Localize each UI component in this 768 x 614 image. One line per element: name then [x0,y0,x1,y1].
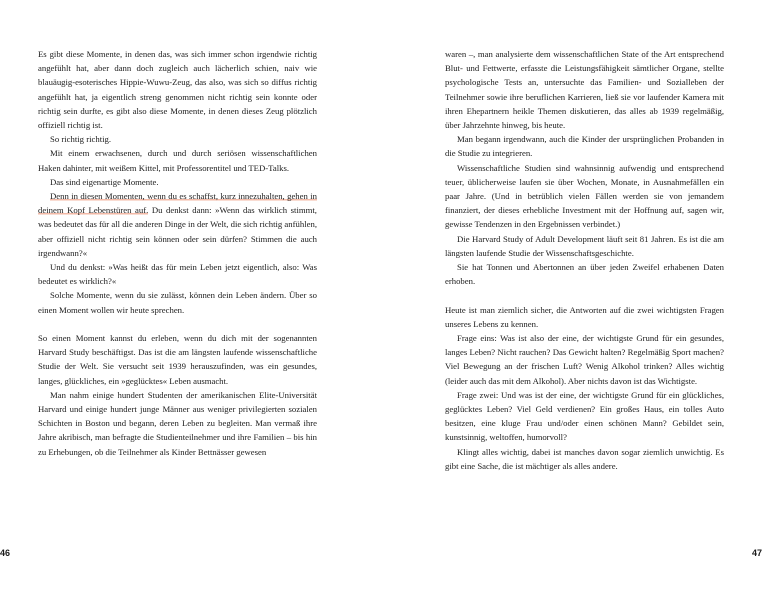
paragraph: Die Harvard Study of Adult Development läuft seit 81 Jahren. Es ist die am längsten laufende Studie der Wissenschaftsgeschichte. [445,233,724,258]
paragraph: Wissenschaftliche Studien sind wahnsinnig aufwendig und entsprechend teuer, üblicherweise laufen sie über Wochen, Monate, in Ausnahmefällen ein paar Jahre. (Und in betrüblich vielen Fällen werden sie von jemandem finanziert, der dieses erhebliche Investment mit der Hoffnung auf, sagen wir, gewisse Tendenzen in den Ergebnissen verbindet.) [445,162,724,230]
paragraph: Man nahm einige hundert Studenten der amerikanischen Elite-Universität Harvard und einige hundert junge Männer aus weniger privilegierten sozialen Schichten in Boston und begann, deren Leben zu begleiten. Man vermaß ihre Jahre akribisch, man befragte die Studienteilnehmer und ihre Familien – bis hin zu Erhebungen, ob die Teilnehmer als Kinder Bettnässer gewesen [38,389,317,457]
paragraph-continuation: Du denkst dann: »Wenn das wirklich stimmt, was bedeutet das für all die anderen Dinge in der Welt, die sich richtig anfühlen, aber offiziell nicht richtig sein können oder sein dürfen? Stimmen die auch irgendwann?« [38,205,317,258]
page-number-right: 47 [752,548,763,558]
paragraph: Solche Momente, wenn du sie zulässt, können dein Leben ändern. Über so einen Moment wollen wir heute sprechen. [38,290,317,315]
paragraph: Es gibt diese Momente, in denen das, was sich immer schon irgendwie richtig angefühlt hat, aber dann doch zugleich auch lächerlich schien, naiv wie blauäugig-esoterisches Hippie-Wuwu-Zeug, das also, was sich so diffus richtig angefühlt hat, ja eigentlich streng genommen nicht richtig sein konnte oder richtig sein durfte, es gibt also diese Momente, in denen dieses Zeug plötzlich offiziell richtig ist. [38,49,317,131]
highlighted-passage[interactable]: Denn in diesen Momenten, wenn du es schaffst, kurz innezuhalten, gehen in deinem Kopf Lebenstüren auf. [38,191,317,216]
page-number-left: 46 [0,548,11,558]
paragraph: Frage zwei: Und was ist der eine, der wichtigste Grund für ein glückliches, geglücktes Leben? Viel Geld verdienen? Ein großes Haus, ein tolles Auto besitzen, eine kluge Frau und/oder einen schönen Mann? Gebildet sein, kunstsinnig, weltoffen, humorvoll? [445,389,724,443]
paragraph-with-highlight [38,189,317,260]
paragraph: So einen Moment kannst du erleben, wenn du dich mit der sogenannten Harvard Study beschäftigst. Das ist die am längsten laufende wissenschaftliche Studie der Welt. Sie versucht seit 1939 herauszufinden, was ein gesundes, langes, glückliches, ein »geglücktes« Leben ausmacht. [38,333,317,386]
paragraph: So richtig richtig. [50,134,112,145]
paragraph: Frage eins: Was ist also der eine, der wichtigste Grund für ein gesundes, langes Leben? Nicht rauchen? Das Gewicht halten? Regelmäßig Sport machen? Viel Bewegung an der frischen Luft? Wenig Alkohol trinken? Alles wichtig (leider auch das mit dem Alkohol). Aber nichts davon ist das Wichtigste. [445,333,724,386]
paragraph: waren –, man analysierte dem wissenschaftlichen State of the Art entsprechend Blut- und Fettwerte, erfasste die Leistungsfähigkeit sämtlicher Organe, stellte psychologische Tests an, untersuchte das Familien- und Sozialleben der Teilnehmer sowie ihre beruflichen Karrieren, ließ sie vor laufender Kamera mit ihren Ehepartnern heikle Themen diskutieren, das alles ab 1939 regelmäßig, über Jahrzehnte hinweg, bis heute. [445,49,724,131]
paragraph: Mit einem erwachsenen, durch und durch seriösen wissenschaftlichen Haken dahinter, mit weißem Kittel, mit Professorentitel und TED-Talks. [38,148,317,173]
paragraph: Man begann irgendwann, auch die Kinder der ursprünglichen Probanden in die Studie zu integrieren. [445,134,724,159]
paragraph: Heute ist man ziemlich sicher, die Antworten auf die zwei wichtigsten Fragen unseres Lebens zu kennen. [445,304,724,329]
right-page-body [445,47,724,473]
paragraph: Klingt alles wichtig, dabei ist manches davon sogar ziemlich unwichtig. Es gibt eine Sache, die ist mächtiger als alles andere. [445,446,724,471]
paragraph: Das sind eigenartige Momente. [50,176,159,187]
left-page-body [38,47,317,459]
paragraph: Sie hat Tonnen und Abertonnen an über jeden Zweifel erhabenen Daten erhoben. [445,262,724,287]
paragraph: Und du denkst: »Was heißt das für mein Leben jetzt eigentlich, also: Was bedeutet es wirklich?« [38,262,317,287]
